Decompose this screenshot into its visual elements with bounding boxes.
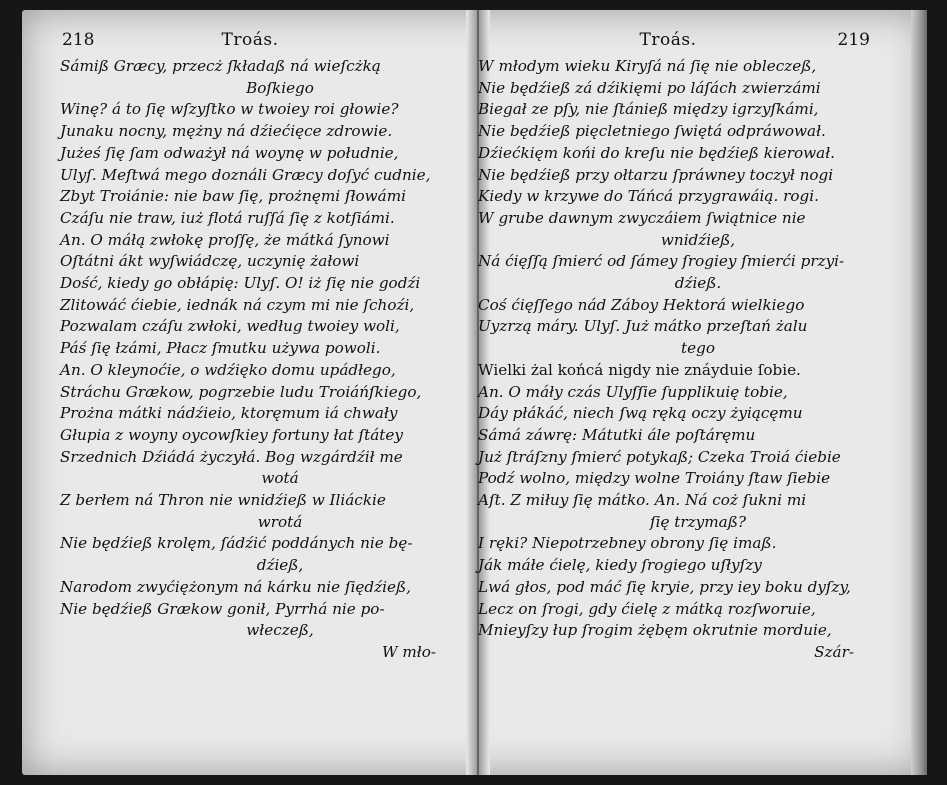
text-line: Nie będźieß przy ołtarzu ſpráwney toczył nogi (478, 165, 834, 184)
text-line: W młodym wieku Kiryſá ná ſię nie obleczeß, (478, 57, 817, 75)
text-line: Już ſtráſzny ſmierć potykaß; Czeka Troiá ćiebie (478, 447, 841, 466)
text-line: dźieß. (674, 274, 722, 293)
text-line: Narodom zwyćiężonym ná kárku nie ſiędźieß, (60, 577, 411, 596)
right-page-header (478, 30, 870, 56)
text-line: Nie będźieß Grækow gonił, Pyrrhá nie po- (60, 599, 385, 618)
text-line: Szár- (814, 642, 854, 661)
text-line: Zbyt Troiánie: nie baw ſię, prożnęmi ſłowámi (60, 187, 406, 206)
text-line: Ná ćięſſą ſmierć od ſámey ſrogiey ſmierći przyi- (478, 252, 845, 271)
text-line: W mło- (381, 642, 436, 661)
text-line: Nie będźieß krolęm, ſádźić poddánych nie bę- (60, 534, 413, 553)
text-line: włeczeß, (246, 621, 314, 640)
text-line: Ulyſ. Meſtwá mego doználi Græcy doſyć cudnie, (60, 165, 431, 184)
text-line: Stráchu Grækow, pogrzebie ludu Troiáńſkiego, (60, 382, 422, 401)
text-line: Sámiß Græcy, przecż ſkładaß ná wieſcżką (60, 57, 381, 75)
right-page (478, 30, 870, 730)
text-line: Oſtátni ákt wyſwiádczę, uczynię żałowi (60, 252, 360, 271)
text-line: Podź wolno, między wolne Troiány ſtaw ſiebie (478, 469, 831, 488)
text-line: An. O kleynoćie, o wdźięko domu upádłego, (60, 360, 396, 379)
text-line: Prożna mátki nádźieio, ktoręmum iá chwały (60, 404, 398, 423)
text-line: Dáy płákáć, niech ſwą ręką oczy żyiącęmu (478, 404, 803, 423)
text-line: Srzednich Dźiádá życzyłá. Bog wzgárdźił me (60, 447, 403, 466)
right-page-text (478, 56, 858, 664)
text-line: I ręki? Niepotrzebney obrony ſię imaß. (478, 534, 777, 553)
text-line: Sámá záwrę: Mátutki ále poſtáręmu (478, 425, 756, 444)
text-line: wrotá (257, 512, 303, 531)
text-line: Dźiećkięm końi do kreſu nie będźieß kierował. (478, 143, 835, 162)
text-line: Coś ćięſſego nád Záboy Hektorá wielkiego (478, 295, 805, 314)
text-line: Junaku nocny, mężny ná dźiećięce zdrowie. (60, 122, 393, 141)
text-line: Nie będźieß zá dźikięmi po láſách zwierzámi (478, 78, 821, 97)
page-number: 219 (837, 30, 870, 50)
text-line: Z berłem ná Thron nie wnidźieß w Iliáckie (60, 491, 386, 510)
text-line: An. O máły czás Ulyſſie ſupplikuię tobie, (478, 382, 788, 401)
text-line: Wielki żal końcá nigdy nie znáyduie ſobie. (478, 360, 801, 379)
text-line: dźieß, (256, 556, 304, 575)
text-line: Páś ſię łzámi, Płacz ſmutku używa powoli. (60, 339, 381, 358)
left-page-header (60, 30, 440, 56)
text-line: Lwá głos, pod máć ſię kryie, przy iey boku dyſzy, (478, 577, 851, 596)
text-line: Ják máłe ćielę, kiedy ſrogiego uſłyſzy (478, 556, 762, 575)
text-line: Kiedy w krzywe do Táńcá przygrawáią. rogi. (478, 187, 819, 206)
text-line: tego (681, 339, 715, 358)
text-line: Winę? á to ſię wſzyſtko w twoiey roi głowie? (60, 100, 399, 119)
text-line: An. O máłą zwłokę proſſę, że mátká ſynowi (60, 230, 390, 249)
text-line: Dość, kiedy go obłápię: Ulyſ. O! iż ſię nie godźi (60, 274, 421, 293)
text-line: ſię trzymaß? (650, 512, 746, 531)
left-page-text (60, 56, 440, 664)
text-line: Pozwalam czáſu zwłoki, według twoiey woli, (60, 317, 400, 336)
text-line: wnidźieß, (660, 230, 736, 249)
text-line: Jużeś ſię ſam odważył ná woynę w południe, (60, 143, 399, 162)
text-line: Zlitowáć ćiebie, iednák ná czym mi nie ſchoźi, (60, 295, 415, 314)
text-line: Czáſu nie traw, iuż flotá ruſſá ſię z kotſiámi. (60, 208, 395, 227)
text-line: Głupia z woyny oycowſkiey fortuny łat ſtátey (60, 425, 403, 444)
text-line: Biegał ze pſy, nie ſtánieß między igrzyſkámi, (478, 100, 819, 119)
text-line: Mnieyſzy łup ſrogim żębęm okrutnie morduie, (478, 621, 832, 640)
text-line: Lecz on ſrogi, gdy ćielę z mátką rozſworuie, (478, 599, 816, 618)
text-line: W grube dawnym zwyczáiem ſwiątnice nie (478, 208, 806, 227)
page-edges (911, 10, 927, 775)
text-line: wotá (261, 469, 299, 488)
running-head: Troás. (221, 30, 279, 50)
text-line: Aſt. Z miłuy ſię mátko. An. Ná coż ſukni mi (478, 491, 807, 510)
text-line: Uyzrzą máry. Ulyſ. Już mátko przeſtań żalu (478, 317, 808, 336)
left-page (60, 30, 440, 730)
text-line: Nie będźieß pięcletniego ſwiętá odpráwował. (478, 122, 826, 141)
running-head: Troás. (639, 30, 697, 50)
page-number: 218 (62, 30, 95, 50)
text-line: Boſkiego (246, 78, 314, 97)
